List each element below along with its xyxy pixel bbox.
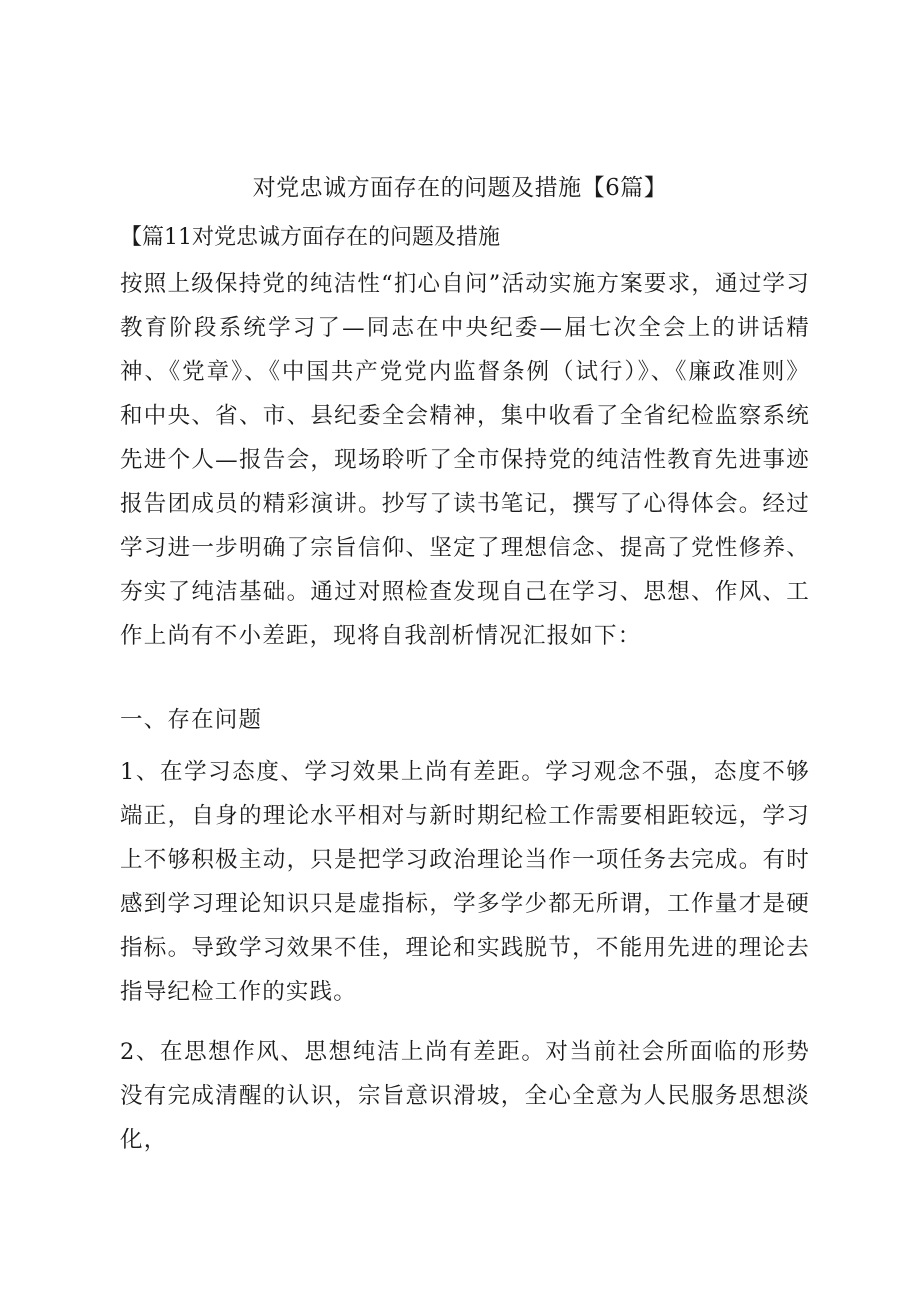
- document-title: 对党忠诚方面存在的问题及措施【6篇】: [252, 175, 668, 201]
- problems-heading: 一、存在问题: [120, 707, 263, 733]
- problem-item-2: 2、在思想作风、思想纯洁上尚有差距。对当前社会所面临的形势没有完成清醒的认识，宗旨意识滑坡，全心全意为人民服务思想淡化，: [120, 1039, 810, 1153]
- problem-item-1: 1、在学习态度、学习效果上尚有差距。学习观念不强，态度不够端正，自身的理论水平相对与新时期纪检工作需要相距较远，学习上不够积极主动，只是把学习政治理论当作一项任务去完成。有时感到学习理论知识只是虚指标，学多学少都无所谓，工作量才是硬指标。导致学习效果不佳，理论和实践脱节，不能用先进的理论去指导纪检工作的实践。: [120, 759, 810, 1005]
- section-heading: 【篇11对党忠诚方面存在的问题及措施: [120, 225, 500, 250]
- intro-paragraph: 按照上级保持党的纯洁性“扪心自问”活动实施方案要求，通过学习教育阶段系统学习了—同志在中央纪委—届七次全会上的讲话精神、《党章》、《中国共产党党内监督条例（试行）》、《廉政准则》和中央、省、市、县纪委全会精神，集中收看了全省纪检监察系统先进个人—报告会，现场聆听了全市保持党的纯洁性教育先进事迹报告团成员的精彩演讲。抄写了读书笔记，撰写了心得体会。经过学习进一步明确了宗旨信仰、坚定了理想信念、提高了党性修养、夯实了纯洁基础。通过对照检查发现自己在学习、思想、作风、工作上尚有不小差距，现将自我剖析情况汇报如下：: [120, 271, 810, 649]
